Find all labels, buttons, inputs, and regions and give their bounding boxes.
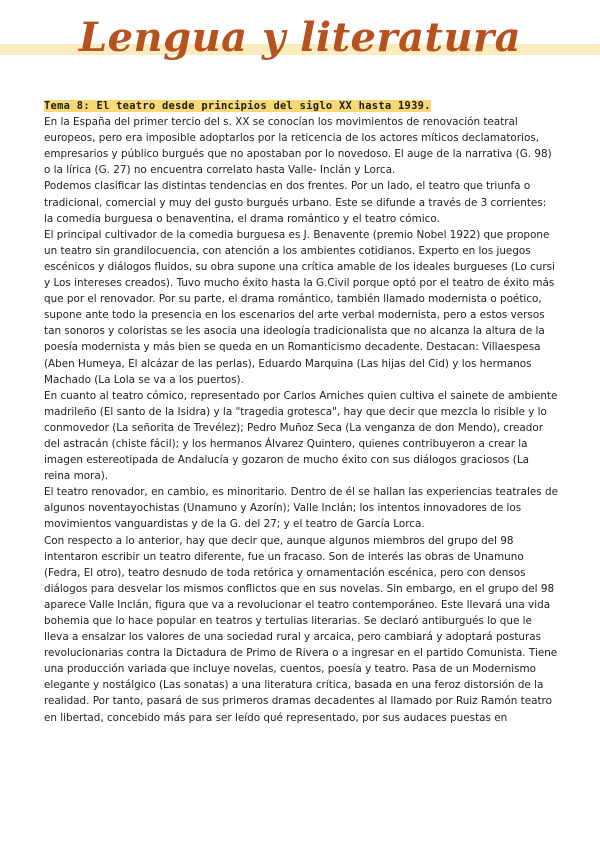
paragraph-comedia-burguesa: El principal cultivador de la comedia burguesa es J. Benavente (premio Nobel 1922) que propone un teatro sin grandilocuencia, con atención a los ambientes cotidianos. Experto en los juegos escénicos y diálogos fluidos, su obra supone una crítica amable de los ideales burgueses (Lo cursi y Los intereses creados). Tuvo mucho éxito hasta la G.Civil porque optó por el teatro de éxito más que por el renovador. Por su parte, el drama romántico, también llamado modernista o poético, supone ante todo la presencia en los escenarios del arte verbal modernista, pero a estos versos tan sonoros y coloristas se les asocia una ideología tradicionalista que no alcanza la altura de la poesía modernista y más bien se queda en un Romanticismo decadente. Destacan: Villaespesa (Aben Humeya, El alcázar de las perlas), Eduardo Marquina (Las hijas del Cid) y los hermanos Machado (La Lola se va a los puertos). (44, 228, 555, 386)
section-heading-line (44, 98, 558, 114)
paragraph-teatro-comico: En cuanto al teatro cómico, representado por Carlos Arniches quien cultiva el sainete de ambiente madrileño (El santo de la Isidra) y la "tragedia grotesca", hay que decir que mezcla lo risible y lo conmovedor (La señorita de Trevélez); Pedro Muñoz Seca (La venganza de don Mendo), creador del astracán (chiste fácil); y los hermanos Álvarez Quintero, quienes contribuyeron a crear la imagen estereotipada de Andalucía y gozaron de mucho éxito con sus diálogos graciosos (La reina mora). (44, 389, 558, 483)
paragraph-grupo-98: Con respecto a lo anterior, hay que decir que, aunque algunos miembros del grupo del 98 intentaron escribir un teatro diferente, fue un fracaso. Son de interés las obras de Unamuno (Fedra, El otro), teatro desnudo de toda retórica y ornamentación escénica, pero con densos diálogos para desvelar los mismos conflictos que en sus novelas. Sin embargo, en el grupo del 98 aparece Valle Inclán, figura que va a revolucionar el teatro contemporáneo. Este llevará una vida bohemia que lo hace popular en teatros y tertulias literarias. Se declaró antiburgués lo que le lleva a ensalzar los valores de una sociedad rural y arcaica, pero cambiará y adoptará posturas revolucionarias contra la Dictadura de Primo de Rivera o a ingresar en el partido Comunista. Tiene una producción variada que incluye novelas, cuentos, poesía y teatro. Pasa de un Modernismo elegante y nostálgico (Las sonatas) a una literatura crítica, basada en una feroz distorsión de la realidad. Por tanto, pasará de sus primeros dramas decadentes al llamado por Ruiz Ramón teatro en libertad, concebido más para ser leído qué representado, por sus audaces puestas en (44, 534, 558, 724)
paragraph-teatro-renovador: El teatro renovador, en cambio, es minoritario. Dentro de él se hallan las experiencias teatrales de algunos noventayochistas (Unamuno y Azorín); Valle Inclán; los intentos innovadores de los movimientos vanguardistas y de la G. del 27; y el teatro de García Lorca. (44, 486, 559, 531)
page-title: Lengua y literatura (78, 14, 522, 61)
paragraph-intro: En la España del primer tercio del s. XX se conocían los movimientos de renovación teatral europeos, pero era imposible adoptarlos por la reticencia de los actores míticos declamatorios, empresarios y público burgués que no apostaban por lo novedoso. El auge de la narrativa (G. 98) o la lírica (G. 27) no encuentra correlato hasta Valle- Inclán y Lorca. (44, 116, 552, 177)
paragraph-classification: Podemos clasificar las distintas tendencias en dos frentes. Por un lado, el teatro que triunfa o tradicional, comercial y muy del gusto burgués urbano. Este se difunde a través de 3 corrientes: la comedia burguesa o benaventina, el drama romántico y el teatro cómico. (44, 180, 547, 225)
section-heading: Tema 8: El teatro desde principios del siglo XX hasta 1939. (44, 100, 431, 112)
document-body (44, 98, 558, 726)
